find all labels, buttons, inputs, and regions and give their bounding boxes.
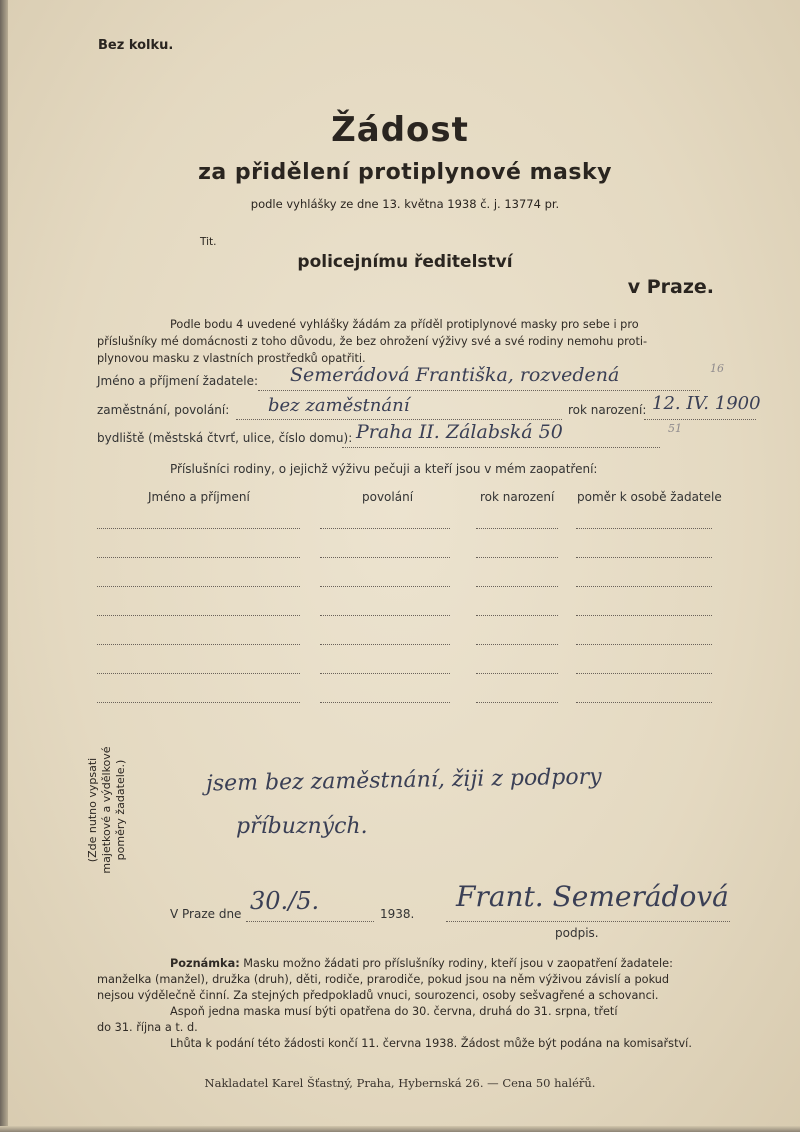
family-row-7-col-3-field[interactable] [476, 702, 558, 703]
handwritten-remark-line-2[interactable]: příbuzných. [236, 814, 368, 839]
family-row-6-col-1-field[interactable] [97, 673, 300, 674]
name-field-line [258, 390, 700, 391]
side-note [86, 746, 127, 881]
page-subtitle: za přidělení protiplynové masky [198, 160, 612, 185]
family-row-5-col-4-field[interactable] [576, 644, 712, 645]
occupation-field-line [236, 419, 562, 420]
note-line-5: do 31. října a t. d. [97, 1021, 198, 1034]
birth-year-field-line [644, 419, 756, 420]
occupation-field-value[interactable]: bez zaměstnání [268, 395, 410, 416]
note-line-6: Lhůta k podání této žádosti končí 11. června 1938. Žádost může být podána na komisařství. [170, 1037, 692, 1050]
signature-label: podpis. [555, 926, 599, 940]
signature-value[interactable]: Frant. Semerádová [456, 880, 729, 913]
page-bottom-edge [0, 1126, 800, 1132]
family-header-name: Jméno a příjmení [148, 490, 250, 504]
family-row-5-col-1-field[interactable] [97, 644, 300, 645]
note-label: Poznámka: [170, 957, 240, 970]
family-row-4-col-1-field[interactable] [97, 615, 300, 616]
decree-reference: podle vyhlášky ze dne 13. května 1938 č. j. 13774 pr. [250, 197, 560, 211]
date-prefix: V Praze dne [170, 907, 242, 921]
name-field-value[interactable]: Semerádová Františka, rozvedená [290, 364, 620, 386]
family-row-7-col-2-field[interactable] [320, 702, 450, 703]
family-row-1-col-4-field[interactable] [576, 528, 712, 529]
salutation: Tit. [200, 236, 217, 248]
note-line-1 [170, 955, 673, 972]
family-row-7-col-1-field[interactable] [97, 702, 300, 703]
date-year: 1938. [380, 907, 415, 921]
intro-line-2: příslušníky mé domácnosti z toho důvodu, že bez ohrožení výživy své a své rodiny nemohu proti- [97, 335, 648, 348]
note-line-4: Aspoň jedna maska musí býti opatřena do 30. června, druhá do 31. srpna, třetí [170, 1005, 618, 1018]
note-line-3: nejsou výdělečně činní. Za stejných předpokladů vnuci, sourozenci, osoby sešvagřené a schovanci. [97, 989, 659, 1002]
family-row-5-col-3-field[interactable] [476, 644, 558, 645]
family-row-6-col-3-field[interactable] [476, 673, 558, 674]
family-header-occupation: povolání [362, 490, 414, 504]
family-row-1-col-1-field[interactable] [97, 528, 300, 529]
intro-line-3: plynovou masku z vlastních prostředků opatřiti. [97, 352, 366, 365]
addressee: policejnímu ředitelství [297, 252, 513, 272]
birth-year-label: rok narození: [568, 403, 647, 417]
city-line: v Praze. [627, 276, 714, 298]
family-row-3-col-1-field[interactable] [97, 586, 300, 587]
family-row-4-col-2-field[interactable] [320, 615, 450, 616]
residence-field-line [342, 447, 660, 448]
signature-field-line [446, 921, 730, 922]
family-row-2-col-4-field[interactable] [576, 557, 712, 558]
handwritten-remark-line-1[interactable]: jsem bez zaměstnání, žiji z podpory [205, 764, 602, 797]
intro-line-1: Podle bodu 4 uvedené vyhlášky žádám za příděl protiplynové masky pro sebe i pro [170, 318, 639, 331]
family-row-3-col-2-field[interactable] [320, 586, 450, 587]
page-title: Žádost [331, 110, 469, 150]
family-row-4-col-4-field[interactable] [576, 615, 712, 616]
family-intro: Příslušníci rodiny, o jejichž výživu pečuji a kteří jsou v mém zaopatření: [170, 462, 598, 476]
family-row-2-col-1-field[interactable] [97, 557, 300, 558]
margin-mark-2: 51 [668, 422, 682, 435]
birth-year-field-value[interactable]: 12. IV. 1900 [652, 393, 761, 414]
note-line-2: manželka (manžel), družka (druh), děti, rodiče, prarodiče, pokud jsou na něm výživou závislí a pokud [97, 973, 670, 986]
family-row-3-col-4-field[interactable] [576, 586, 712, 587]
side-note-line-1: (Zde nutno vypsati [86, 757, 99, 863]
family-row-2-col-2-field[interactable] [320, 557, 450, 558]
family-row-5-col-2-field[interactable] [320, 644, 450, 645]
note-text-1: Masku možno žádati pro příslušníky rodiny, kteří jsou v zaopatření žadatele: [239, 957, 673, 970]
side-note-line-3: poměry žadatele.) [114, 759, 127, 861]
family-header-birth-year: rok narození [480, 490, 555, 504]
family-header-relation: poměr k osobě žadatele [577, 490, 722, 504]
residence-label: bydliště (městská čtvrť, ulice, číslo domu): [97, 431, 353, 445]
date-field-line [246, 921, 374, 922]
side-note-line-2: majetkové a výdělkové [100, 746, 113, 874]
residence-field-value[interactable]: Praha II. Zálabská 50 [356, 421, 563, 443]
publisher-line: Nakladatel Karel Šťastný, Praha, Hybernská 26. — Cena 50 haléřů. [204, 1076, 596, 1090]
family-row-6-col-2-field[interactable] [320, 673, 450, 674]
family-row-1-col-3-field[interactable] [476, 528, 558, 529]
family-row-4-col-3-field[interactable] [476, 615, 558, 616]
family-row-7-col-4-field[interactable] [576, 702, 712, 703]
date-field-value[interactable]: 30./5. [250, 887, 320, 915]
occupation-label: zaměstnání, povolání: [97, 403, 230, 417]
family-row-3-col-3-field[interactable] [476, 586, 558, 587]
margin-mark-1: 16 [710, 362, 724, 375]
family-row-1-col-2-field[interactable] [320, 528, 450, 529]
family-row-6-col-4-field[interactable] [576, 673, 712, 674]
family-row-2-col-3-field[interactable] [476, 557, 558, 558]
name-label: Jméno a příjmení žadatele: [97, 374, 259, 388]
corner-note: Bez kolku. [98, 38, 174, 53]
